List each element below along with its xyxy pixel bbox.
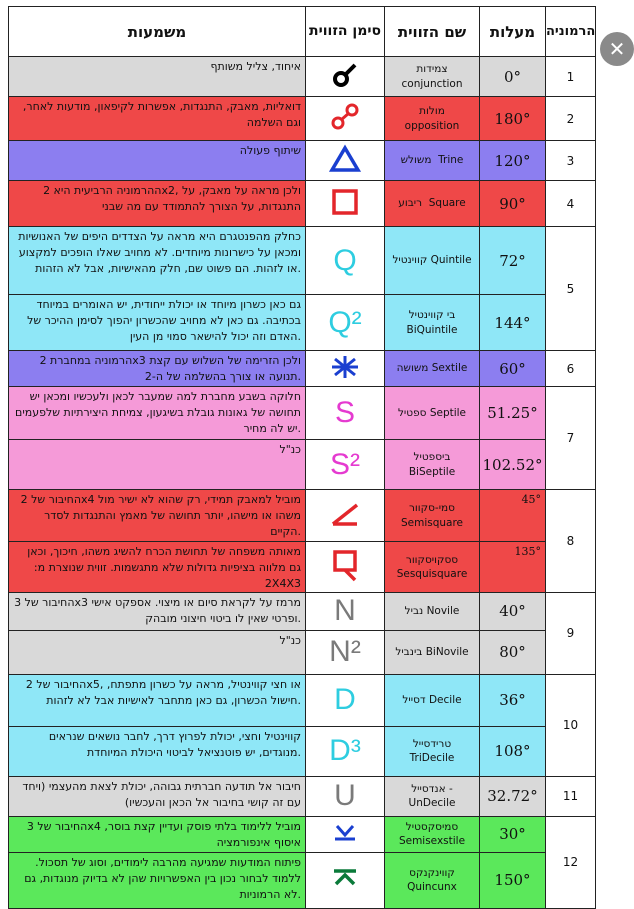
harmonic-cell: 12: [546, 816, 596, 908]
table-row: [9, 141, 596, 181]
table-row: [9, 542, 596, 593]
semisextile-symbol-icon: [306, 816, 385, 852]
harmonic-cell: 1: [546, 57, 596, 97]
aspects-table: [8, 6, 596, 909]
binovile-symbol-icon: N²: [306, 630, 385, 674]
conjunction-symbol-icon: [306, 57, 385, 97]
name-cell: אנדסייל - UnDecile: [385, 776, 480, 816]
harmonic-cell: 5: [546, 227, 596, 351]
table-row: [9, 351, 596, 387]
table-row: [9, 726, 596, 776]
degrees-cell: 150°: [480, 852, 546, 908]
degrees-cell: 108°: [480, 726, 546, 776]
name-cell: ספטיל Septile: [385, 387, 480, 440]
harmonic-cell: 7: [546, 387, 596, 490]
degrees-cell: 36°: [480, 674, 546, 726]
meaning-cell: איחוד, צליל משותף: [9, 57, 306, 97]
harmonic-cell: 4: [546, 181, 596, 227]
degrees-cell: 32.72°: [480, 776, 546, 816]
square-symbol-icon: [306, 181, 385, 227]
table-row: [9, 776, 596, 816]
harmonic-cell: 3: [546, 141, 596, 181]
meaning-cell: החיבור של 3x3 מרמז על לקראת סיום או מיצוי. אספקט אישי ופרטי שאין לו ביטוי חיצוני מובהק.: [9, 592, 306, 630]
meaning-cell: כחלק מהפנטגרם היא מראה על הצדדים היפים של האנושיות ומכאן על כישרונות מיוחדים. לא מחויב שאלו הופכים למקצוע או לזהות. הם פשוט שם, חלק מהאישיות, אבל לא הזהות.: [9, 227, 306, 295]
meaning-cell: פיתוח המודעות שמגיעה מהרבה לימודים, וסוג של תסכול. ללמוד לבחור נכון בין האפשרויות שהן לא בדיוק מנוגדות, גם לא הרמוניות.: [9, 852, 306, 908]
biquintile-symbol-icon: Q²: [306, 295, 385, 351]
table-row: [9, 97, 596, 141]
trine-symbol-icon: [306, 141, 385, 181]
name-cell: קווינטיל Quintile: [385, 227, 480, 295]
harmonic-cell: 9: [546, 592, 596, 674]
meaning-cell: דואליות, מאבק, התנגדות, אפשרות לקיפאון, מודעות לאחר, וגם השלמה: [9, 97, 306, 141]
header-name: שם הזווית: [385, 7, 480, 57]
undecile-symbol-icon: U: [306, 776, 385, 816]
header-row: [9, 7, 596, 57]
name-cell: צמידות conjunction: [385, 57, 480, 97]
table-row: [9, 227, 596, 295]
degrees-cell: 40°: [480, 592, 546, 630]
degrees-cell: 45°: [480, 490, 546, 542]
table-row: [9, 816, 596, 852]
degrees-cell: 102.52°: [480, 440, 546, 490]
table-row: [9, 490, 596, 542]
table-row: [9, 852, 596, 908]
name-cell: ביספטיל BiSeptile: [385, 440, 480, 490]
meaning-cell: החיבור של 3x4 מוביל ללימוד בלתי פוסק ועדיין קצת בוסר, איסוף אינפורמציה: [9, 816, 306, 852]
sextile-symbol-icon: [306, 351, 385, 387]
header-meaning: משמעות: [9, 7, 306, 57]
degrees-cell: 80°: [480, 630, 546, 674]
table-row: [9, 387, 596, 440]
name-cell: בינביל BiNovile: [385, 630, 480, 674]
meaning-cell: כנ"ל: [9, 440, 306, 490]
harmonic-cell: 11: [546, 776, 596, 816]
name-cell: משולש Trine: [385, 141, 480, 181]
harmonic-cell: 2: [546, 97, 596, 141]
name-cell: דסייל Decile: [385, 674, 480, 726]
quincunx-symbol-icon: [306, 852, 385, 908]
name-cell: מולות opposition: [385, 97, 480, 141]
close-icon[interactable]: ✕: [600, 32, 634, 66]
meaning-cell: שיתוף פעולה: [9, 141, 306, 181]
name-cell: נביל Novile: [385, 592, 480, 630]
degrees-cell: 180°: [480, 97, 546, 141]
table-row: [9, 181, 596, 227]
name-cell: ריבוע Square: [385, 181, 480, 227]
meaning-cell: ההרמוניה הרביעית היא 2x2, ולכן מראה על מאבק, על התנגדות, על הצורך להתמודד עם מה שבני: [9, 181, 306, 227]
table-row: [9, 674, 596, 726]
meaning-cell: החיבור של 2x4 מוביל למאבק תמידי, רק שהוא לא ישיר מול משהו או מישהו, יותר תחושה של מאמץ והתנגדות לסדר הקיים.: [9, 490, 306, 542]
meaning-cell: חיבור אל תודעה חברתית גבוהה, יכולת לצאת מהעצמי (ויחד עם זה קושי בחיבור אל הכאן והעכשיו): [9, 776, 306, 816]
name-cell: קווינקנקס Quincunx: [385, 852, 480, 908]
meaning-cell: גם כאן כשרון מיוחד או יכולת ייחודית, יש האומרים במיוחד בכתיבה. גם כאן לא מחויב שהכשרון יהפוך לסימן ההיכר של האדם וזה יכול להישאר סמוי מן העין.: [9, 295, 306, 351]
meaning-cell: מאותה משפחה של תחושת הכרח להשיג משהו, חיכוך, וכאן גם מלווה בציפיות גדולות שלא מתגשמות. זווית שנוצרת מ: 2X4X3: [9, 542, 306, 593]
table-row: [9, 295, 596, 351]
meaning-cell: חלוקה בשבע מחברת למה שמעבר לכאן ולעכשיו ומכאן יש תחושה של גאונות גובלת בשיגעון, צמיחת היצירתיות שלפעמים יש לה מחיר.: [9, 387, 306, 440]
biseptile-symbol-icon: S²: [306, 440, 385, 490]
table-row: [9, 57, 596, 97]
decile-symbol-icon: D: [306, 674, 385, 726]
degrees-cell: 144°: [480, 295, 546, 351]
table-row: [9, 440, 596, 490]
name-cell: סמיסקסטיל Semisexstile: [385, 816, 480, 852]
semisquare-symbol-icon: [306, 490, 385, 542]
meaning-cell: החיבור של 2x5, או חצי קווינטיל, מראה על כשרון מתפתח, חישול הכשרון, גם כאן מתחבר לאישיות אבל לא לזהות.: [9, 674, 306, 726]
name-cell: סמי-סקוור Semisquare: [385, 490, 480, 542]
degrees-cell: 72°: [480, 227, 546, 295]
degrees-cell: 30°: [480, 816, 546, 852]
harmonic-cell: 6: [546, 351, 596, 387]
degrees-cell: 60°: [480, 351, 546, 387]
degrees-cell: 90°: [480, 181, 546, 227]
meaning-cell: כנ"ל: [9, 630, 306, 674]
table-row: [9, 592, 596, 630]
novile-symbol-icon: N: [306, 592, 385, 630]
sesquisquare-symbol-icon: [306, 542, 385, 593]
harmonic-cell: 10: [546, 674, 596, 776]
name-cell: משושה Sextile: [385, 351, 480, 387]
meaning-cell: קווינטיל וחצי, יכולת לפרוץ דרך, לחבר נושאים שנראים מנוגדים, יש פוטנציאל לביטוי היכולת המיוחדת.: [9, 726, 306, 776]
degrees-cell: 120°: [480, 141, 546, 181]
header-symbol: סימן הזווית: [306, 7, 385, 57]
header-degrees: מעלות: [480, 7, 546, 57]
harmonic-cell: 8: [546, 490, 596, 593]
header-harmonic: הרמוניה: [546, 7, 596, 57]
name-cell: טרידסייל TriDecile: [385, 726, 480, 776]
name-cell: בי קווינטיל BiQuintile: [385, 295, 480, 351]
name-cell: ססקויסקוור Sesquisquare: [385, 542, 480, 593]
degrees-cell: 51.25°: [480, 387, 546, 440]
table-row: [9, 630, 596, 674]
degrees-cell: 0°: [480, 57, 546, 97]
quintile-symbol-icon: Q: [306, 227, 385, 295]
opposition-symbol-icon: [306, 97, 385, 141]
degrees-cell: 135°: [480, 542, 546, 593]
meaning-cell: הרמוניה במחברת 2x3 ולכן הזרימה של השלוש עם קצת תנועה או צורך בהשלמה של ה-2.: [9, 351, 306, 387]
tridecile-symbol-icon: D³: [306, 726, 385, 776]
septile-symbol-icon: S: [306, 387, 385, 440]
